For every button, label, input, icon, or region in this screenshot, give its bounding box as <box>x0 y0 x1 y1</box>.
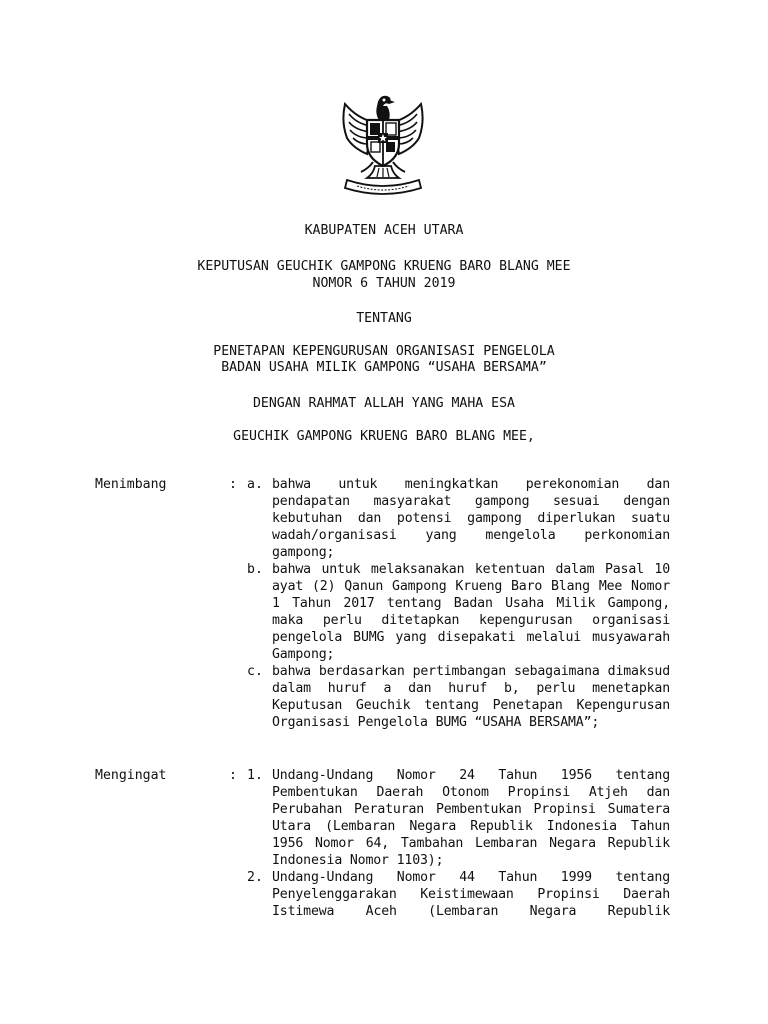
menimbang-item-a: bahwa untuk meningkatkan perekonomian dan pendapatan masyarakat gampong sesuai dengan kebutuhan dan potensi gampong diperlukan suatu wadah/organisasi yang mengelola perkonomian gampong; <box>272 477 670 560</box>
mengingat-marker-2: 2. <box>247 870 263 885</box>
menimbang-colon: : <box>229 477 237 492</box>
mengingat-marker-1: 1. <box>247 768 263 783</box>
garuda-emblem-icon <box>327 82 439 202</box>
keputusan-heading: KEPUTUSAN GEUCHIK GAMPONG KRUENG BARO BLANG MEE <box>197 259 571 274</box>
mengingat-item-2: Undang-Undang Nomor 44 Tahun 1999 tentang Penyelenggarakan Keistimewaan Propinsi Daerah Istimewa Aceh (Lembaran Negara Republik <box>272 870 670 919</box>
menimbang-label: Menimbang <box>95 477 167 492</box>
menimbang-item-b: bahwa untuk melaksanakan ketentuan dalam Pasal 10 ayat (2) Qanun Gampong Krueng Baro Blang Mee Nomor 1 Tahun 2017 tentang Badan Usaha Milik Gampong, maka perlu ditetapkan kepengurusan organisasi pengelola BUMG yang disepakati melalui musyawarah Gampong; <box>272 562 670 662</box>
menimbang-marker-b: b. <box>247 562 263 577</box>
geuchik-heading: GEUCHIK GAMPONG KRUENG BARO BLANG MEE, <box>233 429 535 444</box>
judul-line-2: BADAN USAHA MILIK GAMPONG “USAHA BERSAMA” <box>221 360 547 375</box>
tentang-heading: TENTANG <box>356 311 412 326</box>
menimbang-item-c: bahwa berdasarkan pertimbangan sebagaimana dimaksud dalam huruf a dan huruf b, perlu menetapkan Keputusan Geuchik tentang Penetapan Kepengurusan Organisasi Pengelola BUMG “USAHA BERSAMA”; <box>272 664 670 730</box>
kabupaten-heading: KABUPATEN ACEH UTARA <box>304 223 464 238</box>
judul-line-1: PENETAPAN KEPENGURUSAN ORGANISASI PENGELOLA <box>213 344 555 359</box>
mengingat-label: Mengingat <box>95 768 167 783</box>
rahmat-heading: DENGAN RAHMAT ALLAH YANG MAHA ESA <box>252 396 515 411</box>
menimbang-marker-c: c. <box>247 664 263 679</box>
mengingat-colon: : <box>229 768 237 783</box>
nomor-heading: NOMOR 6 TAHUN 2019 <box>312 276 456 291</box>
mengingat-item-1: Undang-Undang Nomor 24 Tahun 1956 tentang Pembentukan Daerah Otonom Propinsi Atjeh dan Perubahan Peraturan Pembentukan Propinsi Sumatera Utara (Lembaran Negara Republik Indonesia Tahun 1956 Nomor 64, Tambahan Lembaran Negara Republik Indonesia Nomor 1103); <box>272 768 670 868</box>
menimbang-marker-a: a. <box>247 477 263 492</box>
